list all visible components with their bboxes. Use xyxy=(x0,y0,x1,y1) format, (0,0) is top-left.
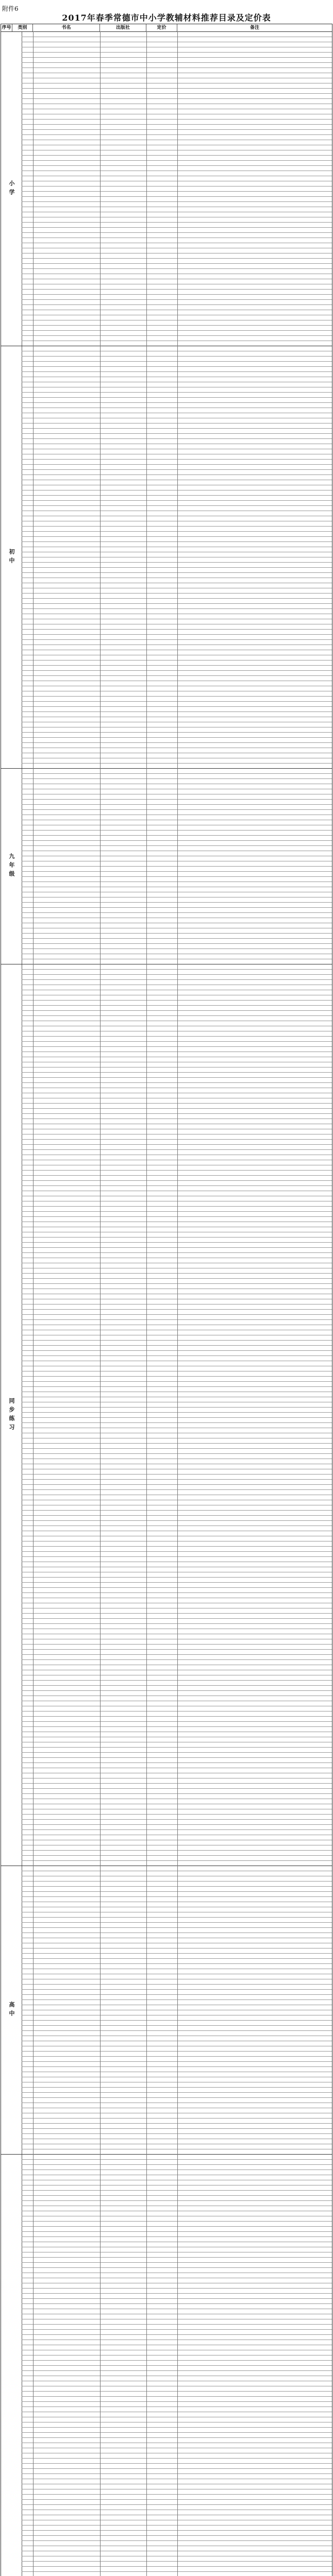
attachment-label: 附件6 xyxy=(2,5,19,12)
section-label: 初中 xyxy=(1,346,22,768)
header-publisher: 出版社 xyxy=(100,24,146,31)
section-gaokao xyxy=(1,2154,332,2576)
section-label xyxy=(1,2155,22,2576)
header-no: 序号 xyxy=(1,24,12,31)
section-rows xyxy=(22,1866,332,2154)
section-senior xyxy=(1,1866,332,2154)
section-label: 高中 xyxy=(1,1866,22,2154)
section-junior xyxy=(1,346,332,768)
section-senior-sync xyxy=(1,964,332,1866)
header-category: 类别 xyxy=(12,24,33,31)
table-header xyxy=(1,24,332,32)
header-name: 书名 xyxy=(33,24,100,31)
section-rows xyxy=(22,964,332,1866)
table-body xyxy=(1,31,332,2576)
column-divider xyxy=(33,31,34,2576)
header-remark: 备注 xyxy=(249,25,259,30)
section-rows xyxy=(22,2155,332,2576)
column-divider xyxy=(100,31,101,2576)
document-title: 2017年春季常德市中小学教辅材料推荐目录及定价表 xyxy=(62,13,271,23)
section-label: 小学 xyxy=(1,32,22,346)
section-primary xyxy=(1,31,332,346)
section-label: 九年级 xyxy=(1,769,22,964)
column-divider xyxy=(146,31,147,2576)
section-rows xyxy=(22,769,332,964)
header-price: 定价 xyxy=(146,24,177,31)
section-rows xyxy=(22,346,332,768)
column-divider xyxy=(177,31,178,2576)
section-label: 同步练习 xyxy=(1,964,22,1866)
section-grade9 xyxy=(1,768,332,964)
price-table xyxy=(1,24,332,2576)
section-rows xyxy=(22,32,332,346)
